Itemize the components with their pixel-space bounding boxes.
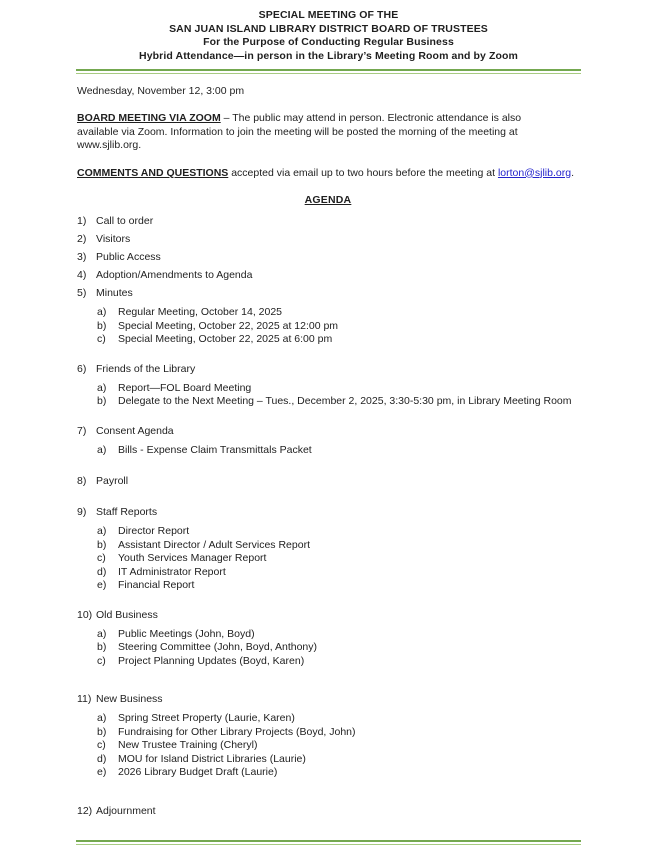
agenda-item-label: Public Access <box>96 251 161 263</box>
agenda-subitem <box>97 641 579 655</box>
header-line-4: Hybrid Attendance—in person in the Library’s Meeting Room and by Zoom <box>139 49 518 62</box>
comments-paragraph <box>77 167 579 181</box>
agenda-item-label: New Business <box>96 693 163 705</box>
agenda-subitem <box>97 320 579 334</box>
agenda-subitem <box>97 539 579 553</box>
agenda-item <box>77 233 579 246</box>
agenda-subitem <box>97 753 579 767</box>
agenda-item-body <box>96 269 579 282</box>
agenda-item <box>77 693 579 791</box>
agenda-sublist <box>97 712 579 780</box>
agenda-subitem <box>97 655 579 669</box>
agenda-item-label: Adjournment <box>96 804 156 817</box>
zoom-paragraph-line3: www.sjlib.org. <box>77 139 142 151</box>
agenda-subitem-letter: b) <box>97 725 107 738</box>
agenda-subitem-text: Bills - Expense Claim Transmittals Packet <box>118 443 312 456</box>
agenda-subitem <box>97 566 579 580</box>
agenda-subitem-text: MOU for Island District Libraries (Laurie) <box>118 752 306 765</box>
agenda-item <box>77 805 579 818</box>
document-header <box>0 0 657 63</box>
agenda-subitem-text: Delegate to the Next Meeting – Tues., December 2, 2025, 3:30-5:30 pm, in Library Meeting Room <box>118 395 572 407</box>
agenda-subitem-text: IT Administrator Report <box>118 565 226 578</box>
agenda-subitem <box>97 739 579 753</box>
agenda-item <box>77 215 579 228</box>
agenda-item-label: Old Business <box>96 608 158 621</box>
agenda-subitem-text: New Trustee Training (Cheryl) <box>118 739 258 751</box>
agenda-item-label: Adoption/Amendments to Agenda <box>96 269 253 281</box>
agenda-subitem-letter: c) <box>97 739 106 751</box>
agenda-subitem-text: Director Report <box>118 525 190 537</box>
agenda-item-label: Minutes <box>96 287 133 299</box>
agenda-item-number: 5) <box>77 287 87 299</box>
agenda-subitem-letter: b) <box>97 395 107 407</box>
agenda-subitem <box>97 395 579 409</box>
agenda-subitem-letter: a) <box>97 627 107 640</box>
agenda-subitem-letter: a) <box>97 381 107 394</box>
agenda-item-number: 7) <box>77 424 87 437</box>
agenda-subitem-letter: c) <box>97 333 106 345</box>
header-line-2: SAN JUAN ISLAND LIBRARY DISTRICT BOARD OF TRUSTEES <box>169 22 488 35</box>
header-line-3: For the Purpose of Conducting Regular Business <box>203 36 454 48</box>
agenda-item-number: 8) <box>77 475 87 487</box>
agenda-subitem <box>97 628 579 642</box>
comments-paragraph-suffix: . <box>571 166 574 179</box>
agenda-item-body <box>96 215 579 228</box>
agenda-item-body <box>96 609 579 680</box>
agenda-item-body <box>96 363 579 420</box>
agenda-item-number: 12) <box>77 804 93 817</box>
agenda-item-number: 1) <box>77 215 87 227</box>
agenda-subitem-letter: a) <box>97 306 107 318</box>
agenda-subitem-letter: e) <box>97 766 107 778</box>
agenda-item-body <box>96 693 579 791</box>
agenda-subitem <box>97 444 579 458</box>
agenda-item <box>77 363 579 420</box>
agenda-item-number: 9) <box>77 506 87 518</box>
agenda-subitem-letter: d) <box>97 565 107 578</box>
agenda-sublist <box>97 306 579 347</box>
agenda-item <box>77 425 579 469</box>
agenda-item-label: Payroll <box>96 475 129 487</box>
agenda-subitem-text: Steering Committee (John, Boyd, Anthony) <box>118 641 318 653</box>
agenda-sublist <box>97 444 579 458</box>
agenda-item-number: 2) <box>77 233 87 245</box>
agenda-item-body <box>96 506 579 604</box>
agenda-item <box>77 251 579 264</box>
agenda-item-body <box>96 287 579 358</box>
agenda-subitem-text: Spring Street Property (Laurie, Karen) <box>118 712 295 724</box>
agenda-item <box>77 287 579 358</box>
agenda-item <box>77 475 579 488</box>
agenda-subitem-letter: a) <box>97 525 107 537</box>
agenda-item-number: 10) <box>77 608 93 621</box>
agenda-subitem <box>97 579 579 593</box>
agenda-subitem-letter: b) <box>97 319 107 332</box>
agenda-subitem-letter: b) <box>97 538 107 551</box>
zoom-paragraph-line2: available via Zoom. Information to join the meeting will be posted the morning of the meeting at <box>77 125 518 138</box>
comments-paragraph-text: accepted via email up to two hours before the meeting at <box>228 166 498 179</box>
agenda-subitem-letter: c) <box>97 552 106 564</box>
agenda-sublist <box>97 628 579 669</box>
agenda-subitem <box>97 525 579 539</box>
agenda-subitem-letter: a) <box>97 712 107 724</box>
zoom-info-paragraph <box>77 112 579 153</box>
header-line-1: SPECIAL MEETING OF THE <box>258 9 399 21</box>
agenda-subitem-text: Special Meeting, October 22, 2025 at 12:00 pm <box>118 319 339 332</box>
agenda-subitem <box>97 306 579 320</box>
agenda-subitem-text: Regular Meeting, October 14, 2025 <box>118 306 283 318</box>
agenda-item-body <box>96 233 579 246</box>
zoom-paragraph-label: BOARD MEETING VIA ZOOM <box>77 112 221 124</box>
agenda-title: AGENDA <box>304 194 352 206</box>
agenda-item-body <box>96 805 579 818</box>
agenda-item <box>77 506 579 604</box>
agenda-list <box>77 215 579 818</box>
agenda-item-body <box>96 251 579 264</box>
agenda-subitem <box>97 712 579 726</box>
agenda-subitem <box>97 333 579 347</box>
agenda-subitem-letter: b) <box>97 641 107 653</box>
agenda-subitem-letter: a) <box>97 443 107 456</box>
agenda-item-label: Consent Agenda <box>96 424 174 437</box>
agenda-subitem-letter: d) <box>97 752 107 765</box>
agenda-item-label: Call to order <box>96 215 154 227</box>
agenda-item <box>77 269 579 282</box>
agenda-subitem <box>97 726 579 740</box>
footer-divider-rule <box>76 840 581 845</box>
agenda-subitem-text: Public Meetings (John, Boyd) <box>118 627 255 640</box>
agenda-subitem-text: Assistant Director / Adult Services Report <box>118 538 310 551</box>
agenda-subitem-text: Special Meeting, October 22, 2025 at 6:00 pm <box>118 333 333 345</box>
agenda-item-body <box>96 425 579 469</box>
agenda-subitem-text: Financial Report <box>118 579 195 591</box>
agenda-subitem <box>97 382 579 396</box>
agenda-item-number: 11) <box>77 693 92 705</box>
agenda-item <box>77 609 579 680</box>
agenda-subitem-text: Report—FOL Board Meeting <box>118 381 252 394</box>
agenda-item-number: 4) <box>77 269 87 281</box>
agenda-item-number: 6) <box>77 362 87 375</box>
meeting-date-line: Wednesday, November 12, 3:00 pm <box>77 85 245 97</box>
agenda-item-body <box>96 475 579 488</box>
agenda-subitem-text: Project Planning Updates (Boyd, Karen) <box>118 654 305 667</box>
agenda-item-label: Staff Reports <box>96 506 158 518</box>
agenda-subitem-letter: e) <box>97 579 107 591</box>
zoom-paragraph-line1: – The public may attend in person. Electronic attendance is also <box>220 112 522 124</box>
email-link[interactable]: lorton@sjlib.org <box>497 166 572 179</box>
document-body <box>0 85 657 818</box>
header-divider-rule <box>76 69 581 74</box>
agenda-item-label: Visitors <box>96 233 131 245</box>
agenda-sublist <box>97 525 579 593</box>
agenda-item-number: 3) <box>77 251 87 263</box>
comments-paragraph-label: COMMENTS AND QUESTIONS <box>77 166 229 179</box>
agenda-subitem <box>97 766 579 780</box>
agenda-subitem-text: Fundraising for Other Library Projects (Boyd, John) <box>118 725 356 738</box>
agenda-subitem <box>97 552 579 566</box>
agenda-subitem-text: Youth Services Manager Report <box>118 552 267 564</box>
agenda-subitem-letter: c) <box>97 654 106 667</box>
agenda-item-label: Friends of the Library <box>96 362 196 375</box>
agenda-subitem-text: 2026 Library Budget Draft (Laurie) <box>118 766 278 778</box>
agenda-sublist <box>97 382 579 409</box>
